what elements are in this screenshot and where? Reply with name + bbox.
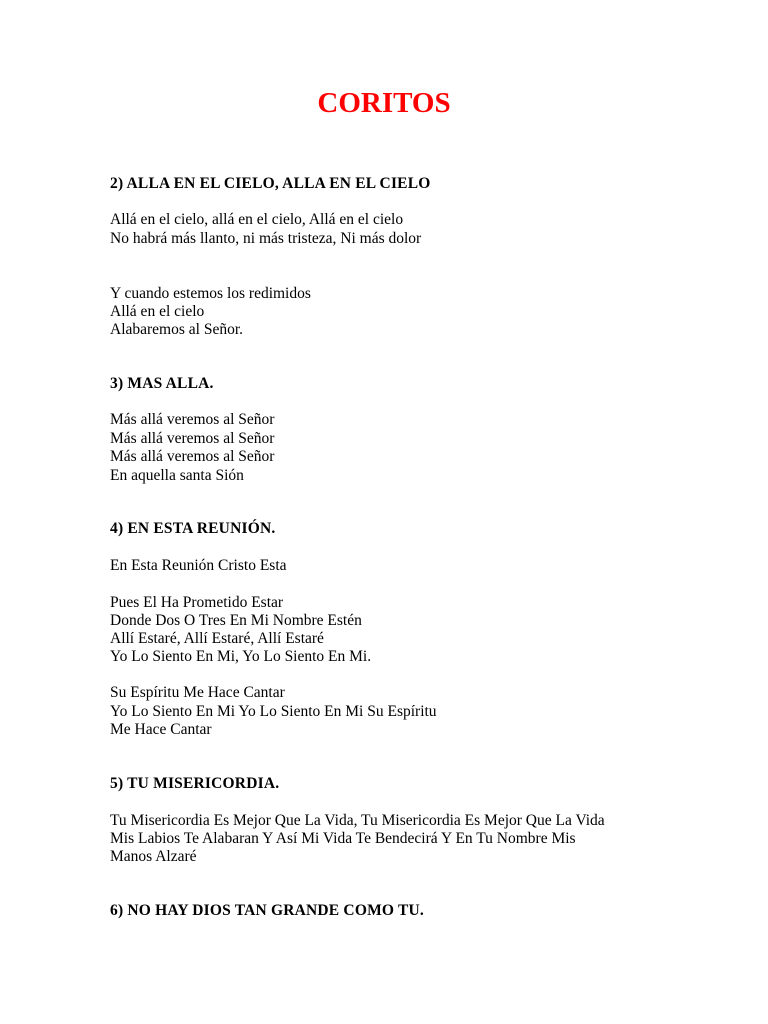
lyric-line: Allá en el cielo	[110, 303, 205, 320]
lyric-line: Mis Labios Te Alabaran Y Así Mi Vida Te Bendecirá Y En Tu Nombre Mis	[110, 830, 576, 847]
song-heading: 3) MAS ALLA.	[110, 375, 214, 392]
song-heading: 6) NO HAY DIOS TAN GRANDE COMO TU.	[110, 902, 424, 919]
song-heading: 4) EN ESTA REUNIÓN.	[110, 520, 276, 537]
song-heading: 2) ALLA EN EL CIELO, ALLA EN EL CIELO	[110, 175, 431, 192]
lyric-line: Me Hace Cantar	[110, 721, 212, 738]
lyric-line: Manos Alzaré	[110, 848, 197, 865]
lyric-line: Y cuando estemos los redimidos	[110, 285, 311, 302]
lyric-line: Más allá veremos al Señor	[110, 448, 275, 465]
lyric-line: Su Espíritu Me Hace Cantar	[110, 684, 285, 701]
lyric-line: En aquella santa Sión	[110, 467, 244, 484]
lyric-line: Yo Lo Siento En Mi, Yo Lo Siento En Mi.	[110, 648, 372, 665]
lyric-line: Alabaremos al Señor.	[110, 321, 244, 338]
lyric-line: En Esta Reunión Cristo Esta	[110, 557, 287, 574]
lyric-line: Yo Lo Siento En Mi Yo Lo Siento En Mi Su Espíritu	[110, 703, 437, 720]
lyric-line: Más allá veremos al Señor	[110, 411, 275, 428]
lyric-line: No habrá más llanto, ni más tristeza, Ni más dolor	[110, 230, 422, 247]
song-heading: 5) TU MISERICORDIA.	[110, 775, 280, 792]
lyric-line: Allí Estaré, Allí Estaré, Allí Estaré	[110, 630, 324, 647]
document-title: CORITOS	[317, 87, 451, 119]
lyric-line: Donde Dos O Tres En Mi Nombre Estén	[110, 612, 362, 629]
lyric-line: Más allá veremos al Señor	[110, 430, 275, 447]
lyric-line: Tu Misericordia Es Mejor Que La Vida, Tu Misericordia Es Mejor Que La Vida	[110, 812, 605, 829]
lyric-line: Pues El Ha Prometido Estar	[110, 594, 284, 611]
lyric-line: Allá en el cielo, allá en el cielo, Allá en el cielo	[110, 211, 404, 228]
